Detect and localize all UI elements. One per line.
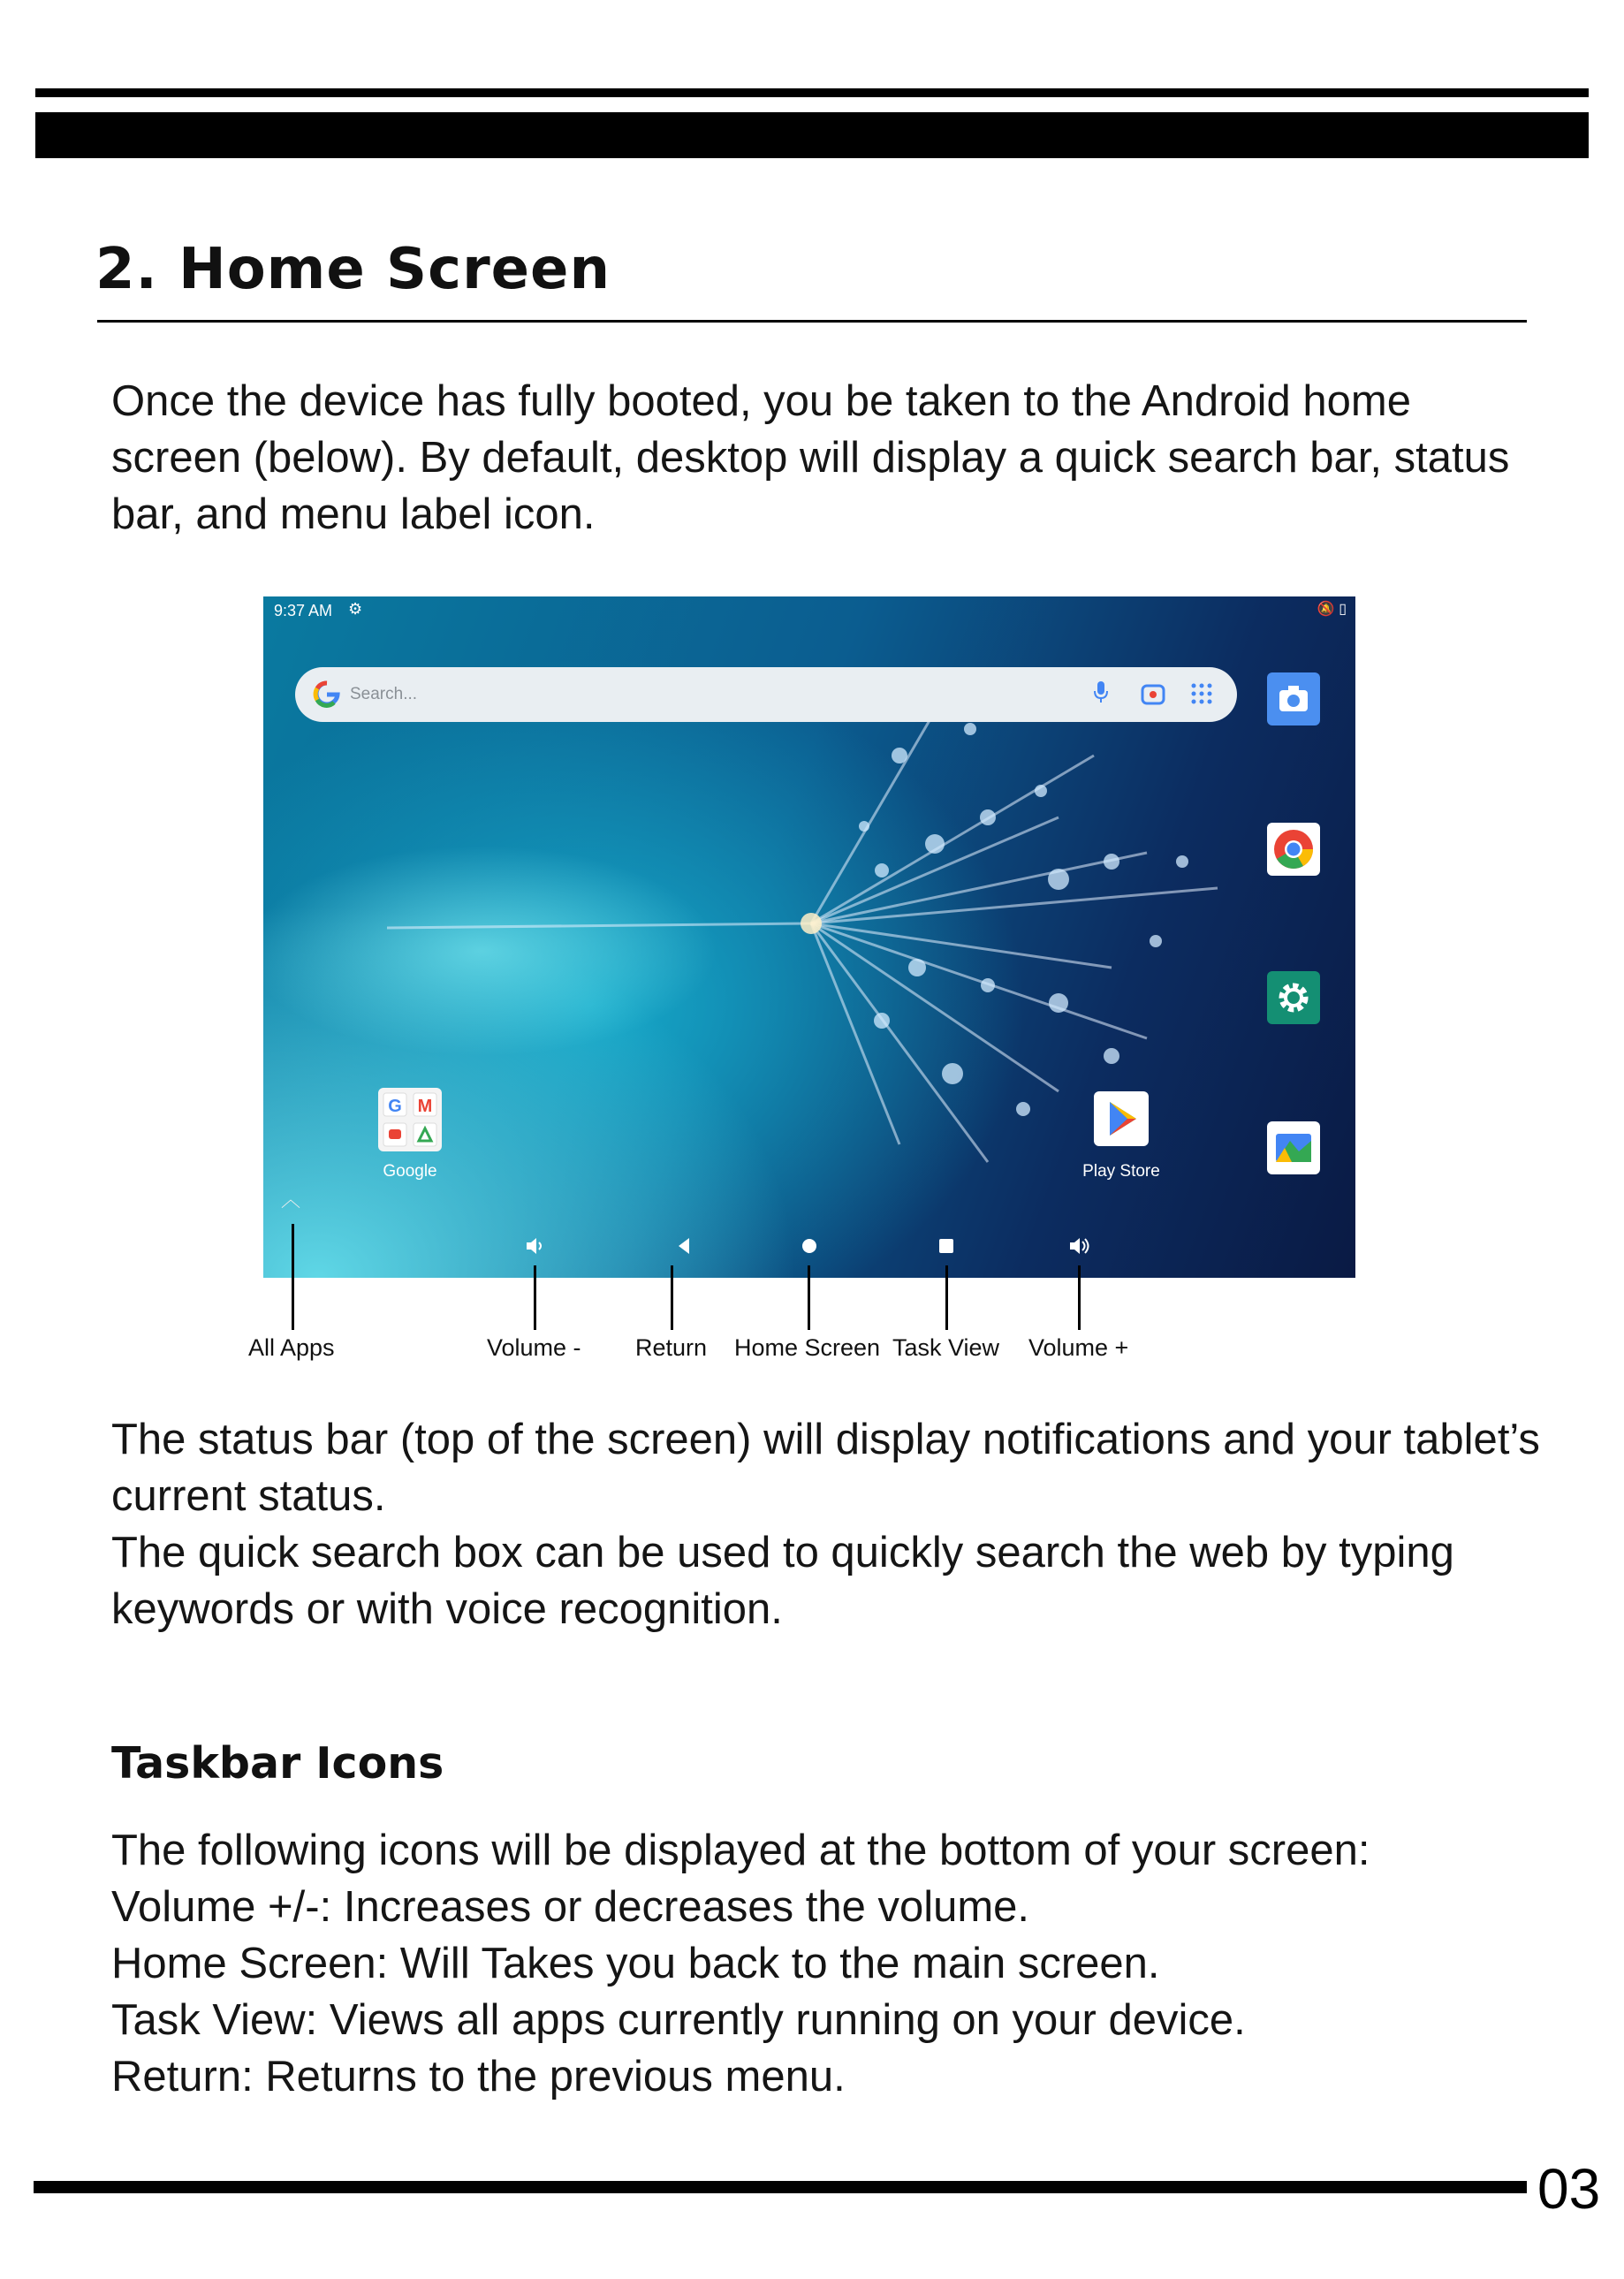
- callout-volume-minus: Volume -: [487, 1334, 581, 1361]
- callout-return: Return: [635, 1334, 708, 1361]
- search-box-text: The quick search box can be used to quickly search the web by typing keywords or with voice recognition.: [111, 1529, 1454, 1633]
- svg-text:G: G: [388, 1097, 402, 1116]
- back-icon[interactable]: [679, 1238, 689, 1254]
- svg-text:M: M: [417, 1097, 433, 1116]
- lens-icon[interactable]: [1140, 681, 1166, 708]
- mic-icon[interactable]: [1092, 680, 1110, 706]
- callout-line-task-view: [945, 1265, 948, 1330]
- files-icon[interactable]: [1267, 1121, 1320, 1174]
- volume-down-icon[interactable]: [527, 1238, 541, 1254]
- taskbar-line: Volume +/-: Increases or decreases the volume.: [111, 1883, 1030, 1931]
- intro-paragraph: Once the device has fully booted, you be taken to the Android home screen (below). By default, desktop will display a quick search bar, status bar, and menu label icon.: [111, 377, 1510, 538]
- status-bar-text: The status bar (top of the screen) will display notifications and your tablet’s current status.: [111, 1416, 1540, 1520]
- google-folder[interactable]: [378, 1088, 442, 1151]
- settings-gear-icon[interactable]: [1267, 971, 1320, 1024]
- home-screen-screenshot: [263, 596, 1355, 1278]
- play-store-icon[interactable]: [1094, 1091, 1149, 1146]
- quick-search-bar[interactable]: [295, 667, 1237, 722]
- task-view-icon[interactable]: [939, 1239, 953, 1253]
- taskbar-line: Home Screen: Will Takes you back to the main screen.: [111, 1940, 1160, 1987]
- callout-line-volume-plus: [1078, 1265, 1081, 1330]
- title-underline: [97, 320, 1527, 323]
- grid-icon[interactable]: [1189, 681, 1214, 706]
- taskbar-heading: Taskbar Icons: [111, 1738, 444, 1789]
- taskbar-line: Return: Returns to the previous menu.: [111, 2053, 846, 2100]
- status-gear-icon: ⚙: [348, 600, 363, 618]
- footer-rule: [34, 2181, 1527, 2193]
- taskbar-line: Task View: Views all apps currently running on your device.: [111, 1996, 1246, 2044]
- play-store-label: Play Store: [1082, 1162, 1160, 1181]
- all-apps-arrow-icon[interactable]: ︿: [281, 1189, 301, 1211]
- google-folder-label: Google: [383, 1162, 437, 1181]
- status-icons: 🔕 ▯: [1317, 602, 1347, 617]
- page-title: 2. Home Screen: [95, 237, 611, 302]
- header-rule-thick: [35, 112, 1589, 158]
- chrome-icon[interactable]: [1267, 823, 1320, 876]
- callout-task-view: Task View: [892, 1334, 1000, 1361]
- navigation-bar: [263, 1234, 1355, 1261]
- callout-volume-plus: Volume +: [1028, 1334, 1129, 1361]
- taskbar-line: The following icons will be displayed at the bottom of your screen:: [111, 1827, 1370, 1874]
- search-placeholder: Search...: [350, 685, 418, 703]
- callout-line-home: [808, 1265, 810, 1330]
- callout-line-volume-minus: [534, 1265, 536, 1330]
- status-paragraph: [111, 1411, 1569, 1637]
- volume-up-icon[interactable]: [1070, 1238, 1089, 1254]
- callout-all-apps: All Apps: [248, 1334, 335, 1361]
- camera-icon[interactable]: [1267, 672, 1320, 725]
- page-number: 03: [1537, 2157, 1601, 2221]
- callout-home-screen: Home Screen: [734, 1334, 881, 1361]
- google-g-icon: [311, 678, 343, 710]
- callout-line-all-apps: [292, 1224, 294, 1330]
- status-time: 9:37 AM: [274, 602, 333, 619]
- home-icon[interactable]: [802, 1239, 816, 1253]
- callout-line-return: [671, 1265, 673, 1330]
- header-rule-thin: [35, 88, 1589, 97]
- taskbar-paragraph: [111, 1822, 1569, 2105]
